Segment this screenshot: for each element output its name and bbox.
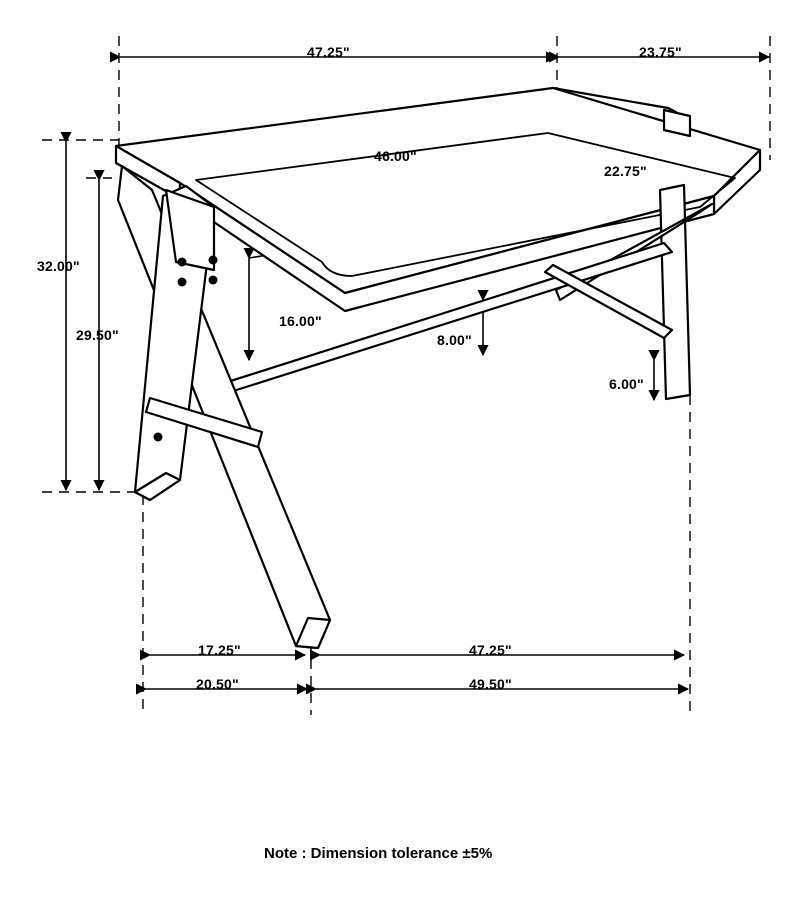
dimension-label-worksurface-height: 29.50": [76, 327, 119, 343]
dimension-label-desktop-length: 46.00": [374, 148, 417, 164]
tolerance-note: Note : Dimension tolerance ±5%: [264, 845, 493, 862]
dimension-label-base-width-overall: 49.50": [469, 676, 512, 692]
dimension-label-desktop-depth: 22.75": [604, 163, 647, 179]
dimension-label-foot-height: 6.00": [609, 376, 644, 392]
dimension-label-top-width-right: 23.75": [639, 44, 682, 60]
dimension-label-base-depth-right: 47.25": [469, 642, 512, 658]
dimension-label-lower-shelf-gap: 8.00": [437, 332, 472, 348]
dimension-label-overall-height: 32.00": [37, 258, 80, 274]
dimension-label-leg-spread-outer: 20.50": [196, 676, 239, 692]
dimension-label-top-width-left: 47.25": [307, 44, 350, 60]
dimension-label-leg-spread-inner: 17.25": [198, 642, 241, 658]
dimension-label-clearance-height: 16.00": [279, 313, 322, 329]
desk-body: [116, 88, 760, 648]
